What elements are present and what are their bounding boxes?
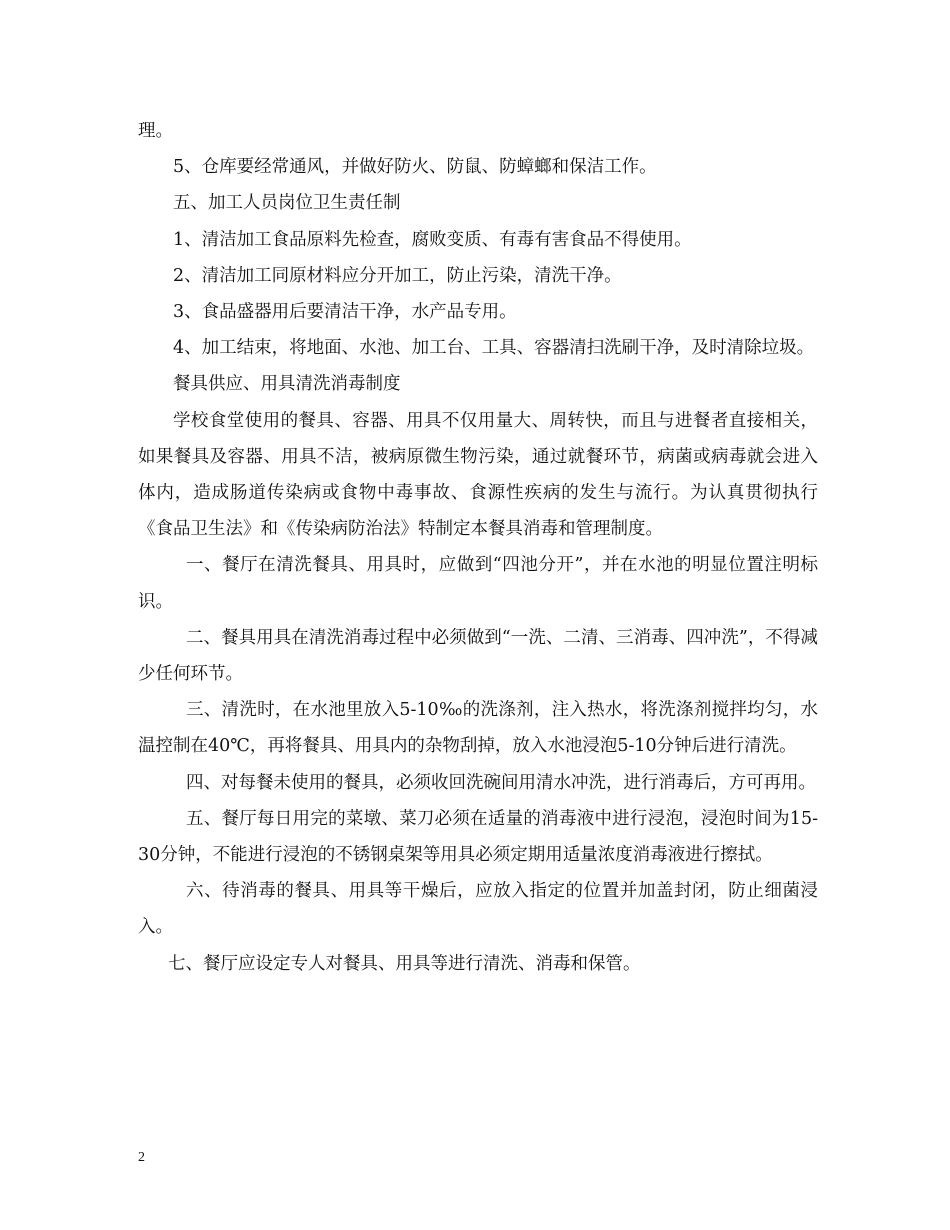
paragraph: 学校食堂使用的餐具、容器、用具不仅用量大、周转快，而且与进餐者直接相关，如果餐具及容器、用具不洁，被病原微生物污染，通过就餐环节，病菌或病毒就会进入体内，造成肠道传染病或食物中毒事故、食源性疾病的发生与流行。为认真贯彻执行《食品卫生法》和《传染病防治法》特制定本餐具消毒和管理制度。 — [138, 410, 818, 540]
paragraph: 理。 — [138, 121, 173, 141]
paragraph: 三、清洗时，在水池里放入5-10‰的洗涤剂，注入热水，将洗涤剂搅拌均匀，水温控制在40℃，再将餐具、用具内的杂物刮掉，放入水池浸泡5-10分钟后进行清洗。 — [138, 700, 818, 757]
paragraph: 六、待消毒的餐具、用具等干燥后，应放入指定的位置并加盖封闭，防止细菌浸入。 — [138, 881, 818, 938]
paragraph: 五、餐厅每日用完的菜墩、菜刀必须在适量的消毒液中进行浸泡，浸泡时间为15-30分钟，不能进行浸泡的不锈钢桌架等用具必须定期用适量浓度消毒液进行擦拭。 — [138, 808, 818, 866]
paragraph: 四、对每餐未使用的餐具，必须收回洗碗间用清水冲洗，进行消毒后，方可再用。 — [186, 772, 816, 793]
paragraph: 4、加工结束，将地面、水池、加工台、工具、容器清扫洗刷干净，及时清除垃圾。 — [173, 338, 815, 359]
page-number: 2 — [138, 1150, 145, 1165]
paragraph: 2、清洁加工同原材料应分开加工，防止污染，清洗干净。 — [173, 265, 622, 286]
paragraph: 二、餐具用具在清洗消毒过程中必须做到“一洗、二清、三消毒、四冲洗”，不得减少任何环节。 — [138, 627, 818, 685]
section-heading: 餐具供应、用具清洗消毒制度 — [173, 374, 401, 395]
paragraph: 一、餐厅在清洗餐具、用具时，应做到“四池分开”，并在水池的明显位置注明标识。 — [138, 555, 818, 612]
paragraph: 3、食品盛器用后要清洁干净，水产品专用。 — [173, 302, 517, 323]
paragraph: 七、餐厅应设定专人对餐具、用具等进行清洗、消毒和保管。 — [168, 953, 641, 974]
paragraph: 5、仓库要经常通风，并做好防火、防鼠、防蟑螂和保洁工作。 — [173, 157, 657, 178]
section-heading: 五、加工人员岗位卫生责任制 — [173, 193, 401, 214]
paragraph: 1、清洁加工食品原料先检查，腐败变质、有毒有害食品不得使用。 — [173, 229, 692, 250]
document-body — [138, 113, 818, 982]
